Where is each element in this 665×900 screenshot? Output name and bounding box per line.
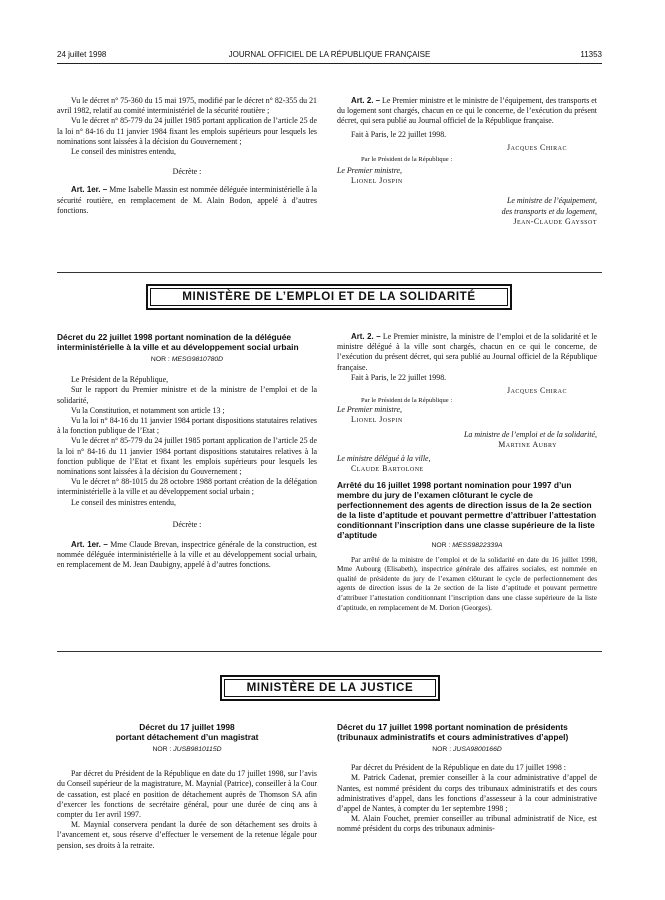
article-text: Le Premier ministre et le ministre de l’équipement, des transports et du logement sont chargés, chacun en ce qui le concerne, de l’exécution du présent décret, qui sera publié au Journal officiel de la République française. — [337, 96, 597, 126]
nor-code: JUSA9800166D — [453, 746, 502, 753]
article-label: Art. 2. – — [351, 332, 381, 341]
article-label: Art. 1er. – — [71, 185, 108, 195]
paragraph: Par décret du Président de la République en date du 17 juillet 1998 : — [351, 763, 566, 773]
article-text: Le Premier ministre, la ministre de l’emploi et de la solidarité et le ministre délégué à la ville sont chargés, chacun en ce qui le concerne, de l’exécution du présent décret, qui sera publié au Journal officiel de la République française. — [337, 332, 597, 372]
paragraph: M. Patrick Cadenat, premier conseiller à la cour administrative d’appel de Nantes, est nommé président du corps des tribunaux administratifs et des cours administratives d’appel, dans les fonctions d’assesseur à la cour administrative d’appel de Nantes, à compter du 1er septembre 1998 ; — [337, 773, 597, 814]
pm-title: Le Premier ministre, — [337, 405, 402, 415]
section-rule — [57, 272, 602, 273]
nor-label: NOR : — [431, 542, 453, 550]
ministry-heading — [220, 675, 440, 701]
paragraph: Sur le rapport du Premier ministre et de la ministre de l’emploi et de la solidarité, — [57, 385, 317, 405]
nor-reference — [57, 745, 317, 755]
article-2 — [337, 96, 597, 127]
done-at: Fait à Paris, le 22 juillet 1998. — [351, 372, 447, 382]
top-left-column — [57, 96, 317, 216]
minister-title: des transports et du logement, — [501, 206, 597, 216]
article-label: Art. 2. – — [351, 96, 381, 105]
section-rule — [57, 651, 602, 652]
minister-name: Martine Aubry — [498, 439, 557, 449]
arrete-text: Par arrêté de la ministre de l’emploi et de la solidarité en date du 16 juillet 1998, Mme Aubourg (Elisabeth), inspectrice générale des affaires sociales, est nommée en qualité de présidente du jury de l’examen clôturant le cycle de perfectionnement des agents de direction issus de la 2e section de la liste d’aptitude et pouvant permettre d’attribuer l’attestation conditionnant l’inscription dans une classe supérieure de la liste d’aptitude, en remplacement de M. Dorion (Georges). — [337, 555, 597, 612]
paragraph: Vu la loi n° 84-16 du 11 janvier 1984 portant dispositions statutaires relatives à la fonction publique de l’Etat ; — [57, 416, 317, 436]
mid-left-column — [57, 332, 317, 571]
paragraph: Le Président de la République, — [71, 375, 169, 385]
paragraph: Vu le décret n° 88-1015 du 28 octobre 1988 portant création de la délégation interministérielle à la ville et au développement social urbain ; — [57, 477, 317, 497]
paragraph: Le conseil des ministres entendu, — [71, 497, 176, 507]
decree-title: Décret du 22 juillet 1998 portant nomination de la déléguée interministérielle à la ville et au développement social urbain — [57, 332, 299, 352]
article-text: Mme Claude Brevan, inspectrice générale de la construction, est nommée déléguée interministérielle à la ville et au développement social urbain, en remplacement de M. Jean Daubigny, appelé à d’autres fonctions. — [57, 540, 317, 570]
pm-name: Lionel Jospin — [351, 415, 403, 425]
done-at: Fait à Paris, le 22 juillet 1998. — [351, 129, 447, 139]
by-president-label: Par le Président de la République : — [361, 397, 453, 405]
decree-title: portant détachement d’un magistrat — [115, 732, 259, 742]
ministry-heading-text: MINISTÈRE DE LA JUSTICE — [246, 681, 414, 694]
decrete-label: Décrète : — [172, 167, 202, 177]
paragraph: Par décret du Président de la République en date du 17 juillet 1998, sur l’avis du Conseil supérieur de la magistrature, M. Maynial (Patrice), conseiller à la Cour de cassation, est placé en position de détachement auprès de Thomson SA afin d’exercer les fonctions de secrétaire général, pour une durée de cinq ans à compter du 1er avril 1997. — [57, 769, 317, 820]
minister-title: La ministre de l’emploi et de la solidarité, — [464, 429, 597, 439]
decree-title: Décret du 17 juillet 1998 — [139, 722, 235, 732]
nor-label: NOR : — [432, 746, 454, 753]
article-text: Mme Isabelle Massin est nommée déléguée interministérielle à la sécurité routière, en remplacement de M. Alain Bodon, appelé à d’autres fonctions. — [57, 185, 317, 215]
paragraph: Vu le décret n° 85-779 du 24 juillet 1985 portant application de l’article 25 de la loi n° 84-16 du 11 janvier 1984 portant dispositions statutaires relatives à la fonction publique de l’Etat et fixant les emplois supérieurs pour lesquels les nominations sont laissées à la décision du Gouvernement ; — [57, 436, 317, 477]
nor-label: NOR : — [150, 356, 172, 363]
article-2 — [337, 332, 597, 373]
delegate-name: Claude Bartolone — [351, 464, 424, 474]
delegate-title: Le ministre délégué à la ville, — [337, 454, 431, 464]
decree-title: Décret du 17 juillet 1998 portant nomination de présidents (tribunaux administratifs et cours administratives d’appel) — [337, 722, 569, 742]
header-rule — [57, 63, 602, 64]
ministry-heading-text: MINISTÈRE DE L’EMPLOI ET DE LA SOLIDARITÉ — [182, 290, 476, 303]
signer-president: Jacques Chirac — [507, 386, 567, 396]
header-page-number: 11353 — [580, 50, 602, 59]
by-president-label: Par le Président de la République : — [361, 156, 453, 164]
paragraph: Vu la Constitution, et notamment son article 13 ; — [71, 405, 225, 415]
nor-label: NOR : — [152, 746, 174, 753]
ministry-heading — [146, 284, 512, 310]
header-journal-title: JOURNAL OFFICIEL DE LA RÉPUBLIQUE FRANÇAISE — [228, 50, 431, 59]
nor-code: JUSB9810115D — [173, 746, 222, 753]
nor-code: MESG9810780D — [171, 356, 224, 363]
paragraph: Le conseil des ministres entendu, — [71, 147, 176, 157]
mid-right-column — [337, 332, 597, 613]
article-label: Art. 1er. – — [71, 540, 108, 550]
bottom-left-column — [57, 722, 317, 851]
top-right-column — [337, 96, 597, 227]
pm-name: Lionel Jospin — [351, 176, 403, 186]
page-header — [57, 50, 602, 64]
paragraph: Vu le décret n° 75-360 du 15 mai 1975, modifié par le décret n° 82-355 du 21 avril 1982, relatif au comité interministériel de la sécurité routière ; — [57, 96, 317, 116]
article-1 — [57, 185, 317, 216]
nor-reference — [57, 355, 317, 365]
nor-code: MESS9822339A — [452, 542, 503, 550]
decrete-label: Décrète : — [172, 519, 202, 529]
signer-president: Jacques Chirac — [507, 142, 567, 152]
paragraph: M. Alain Fouchet, premier conseiller au tribunal administratif de Nice, est nommé président du corps des tribunaux adminis- — [337, 814, 597, 834]
bottom-right-column — [337, 722, 597, 835]
pm-title: Le Premier ministre, — [337, 166, 402, 176]
paragraph: Vu le décret n° 85-779 du 24 juillet 1985 portant application de l’article 25 de la loi n° 84-16 du 11 janvier 1984 fixant les emplois supérieurs pour lesquels les nominations sont laissées à la décision du Gouvernement ; — [57, 116, 317, 146]
minister-name: Jean-Claude Gayssot — [513, 216, 597, 226]
nor-reference — [337, 745, 597, 755]
header-date: 24 juillet 1998 — [57, 50, 107, 59]
article-1 — [57, 540, 317, 571]
minister-title: Le ministre de l’équipement, — [507, 196, 597, 206]
arrete-title: Arrêté du 16 juillet 1998 portant nomination pour 1997 d’un membre du jury de l’examen clôturant le cycle de perfectionnement des agents de direction issus de la 2e section de la liste d’aptitude et pouvant permettre d’attribuer l’attestation conditionnant l’inscription dans une classe supérieure de la liste d’aptitude — [337, 480, 597, 541]
paragraph: M. Maynial conservera pendant la durée de son détachement ses droits à l’avancement et, sous réserve d’effectuer le versement de la retenue légale pour pension, ses droits à la retraite. — [57, 820, 317, 850]
nor-reference — [337, 541, 597, 551]
